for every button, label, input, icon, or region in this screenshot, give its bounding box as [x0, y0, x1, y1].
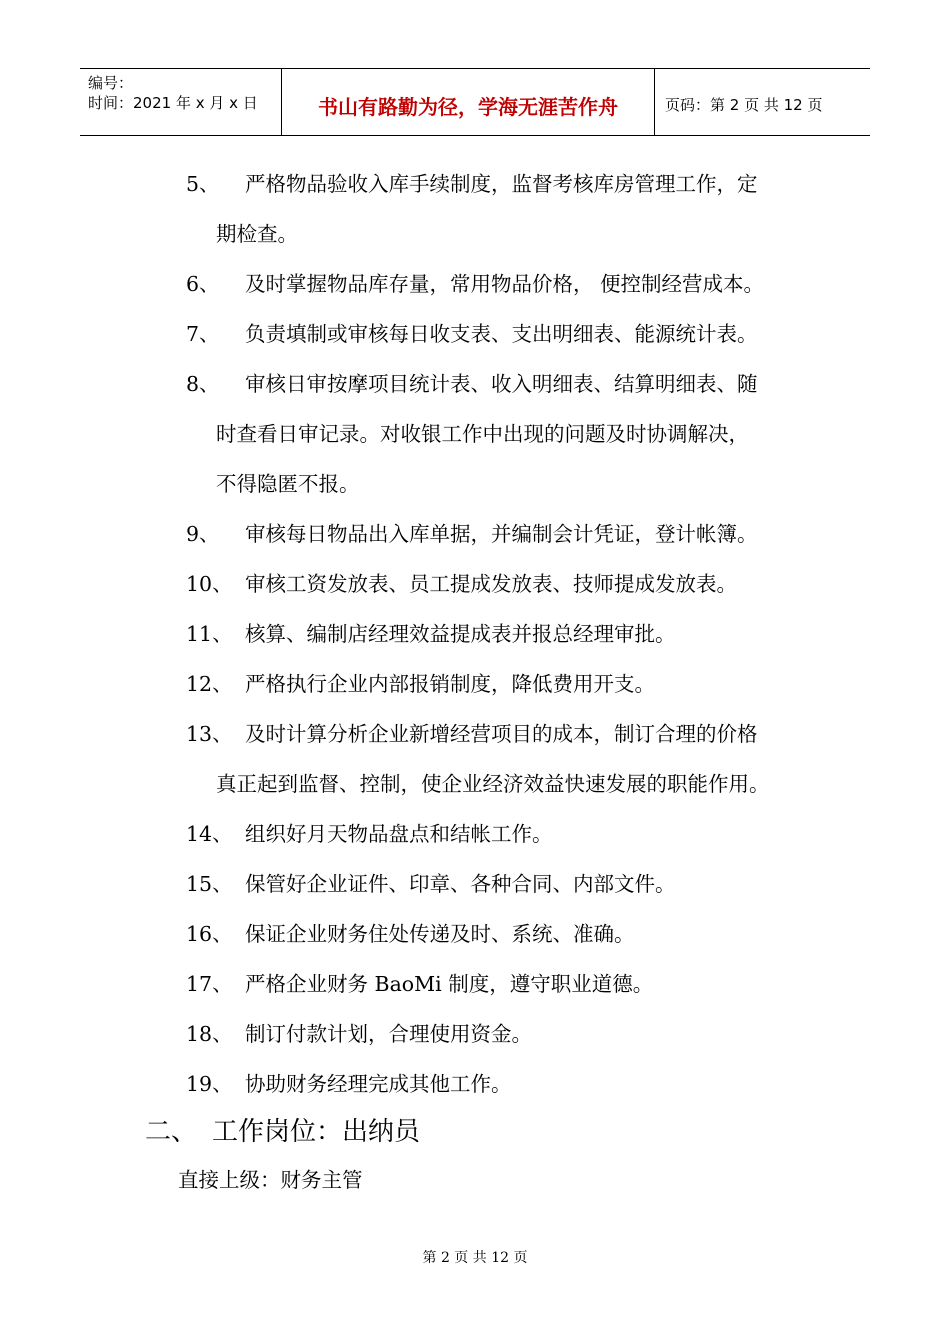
direct-superior: 直接上级：财务主管	[178, 1168, 363, 1192]
item-text: 组织好月天物品盘点和结帐工作。	[245, 822, 553, 846]
item-text: 及时计算分析企业新增经营项目的成本，制订合理的价格	[245, 722, 758, 746]
item-number: 7、	[186, 322, 220, 346]
item-number: 16、	[186, 922, 233, 946]
item-number: 15、	[186, 872, 233, 896]
item-number: 6、	[186, 272, 220, 296]
header-page-cell	[655, 69, 870, 135]
page-footer: 第 2 页 共 12 页	[422, 1250, 528, 1266]
item-number: 19、	[186, 1072, 233, 1096]
item-number: 10、	[186, 572, 233, 596]
header-motto-cell	[282, 69, 655, 135]
item-text: 审核工资发放表、员工提成发放表、技师提成发放表。	[245, 572, 737, 596]
item-number: 12、	[186, 672, 233, 696]
item-text: 严格物品验收入库手续制度，监督考核库房管理工作，定	[245, 172, 758, 196]
item-number: 8、	[186, 372, 220, 396]
page-header	[80, 68, 870, 136]
header-meta-cell	[80, 69, 282, 135]
serial-label: 编号：	[88, 74, 134, 92]
item-text: 严格企业财务 BaoMi 制度，遵守职业道德。	[245, 972, 654, 996]
item-number: 17、	[186, 972, 233, 996]
item-text: 制订付款计划，合理使用资金。	[245, 1022, 532, 1046]
item-continuation: 期检查。	[216, 222, 298, 246]
item-continuation: 不得隐匿不报。	[216, 472, 360, 496]
item-text: 审核每日物品出入库单据，并编制会计凭证，登计帐簿。	[245, 522, 758, 546]
item-number: 11、	[186, 622, 233, 646]
item-text: 核算、编制店经理效益提成表并报总经理审批。	[245, 622, 676, 646]
item-text: 及时掌握物品库存量，常用物品价格， 便控制经营成本。	[245, 272, 765, 296]
item-number: 18、	[186, 1022, 233, 1046]
section-number: 二、	[145, 1117, 198, 1147]
item-text: 负责填制或审核每日收支表、支出明细表、能源统计表。	[245, 322, 758, 346]
item-text: 协助财务经理完成其他工作。	[245, 1072, 512, 1096]
item-text: 保管好企业证件、印章、各种合同、内部文件。	[245, 872, 676, 896]
item-number: 5、	[186, 172, 220, 196]
section-title: 工作岗位：出纳员	[212, 1117, 421, 1147]
item-continuation: 时查看日审记录。对收银工作中出现的问题及时协调解决，	[216, 422, 749, 446]
header-page-label: 页码：第 2 页 共 12 页	[665, 96, 823, 114]
time-label: 时间：2021 年 x 月 x 日	[88, 94, 258, 112]
item-text: 审核日审按摩项目统计表、收入明细表、结算明细表、随	[245, 372, 758, 396]
item-text: 保证企业财务住处传递及时、系统、准确。	[245, 922, 635, 946]
item-text: 严格执行企业内部报销制度，降低费用开支。	[245, 672, 655, 696]
item-number: 13、	[186, 722, 233, 746]
item-number: 9、	[186, 522, 220, 546]
item-number: 14、	[186, 822, 233, 846]
motto-text: 书山有路勤为径，学海无涯苦作舟	[318, 95, 618, 119]
item-continuation: 真正起到监督、控制，使企业经济效益快速发展的职能作用。	[216, 772, 770, 796]
